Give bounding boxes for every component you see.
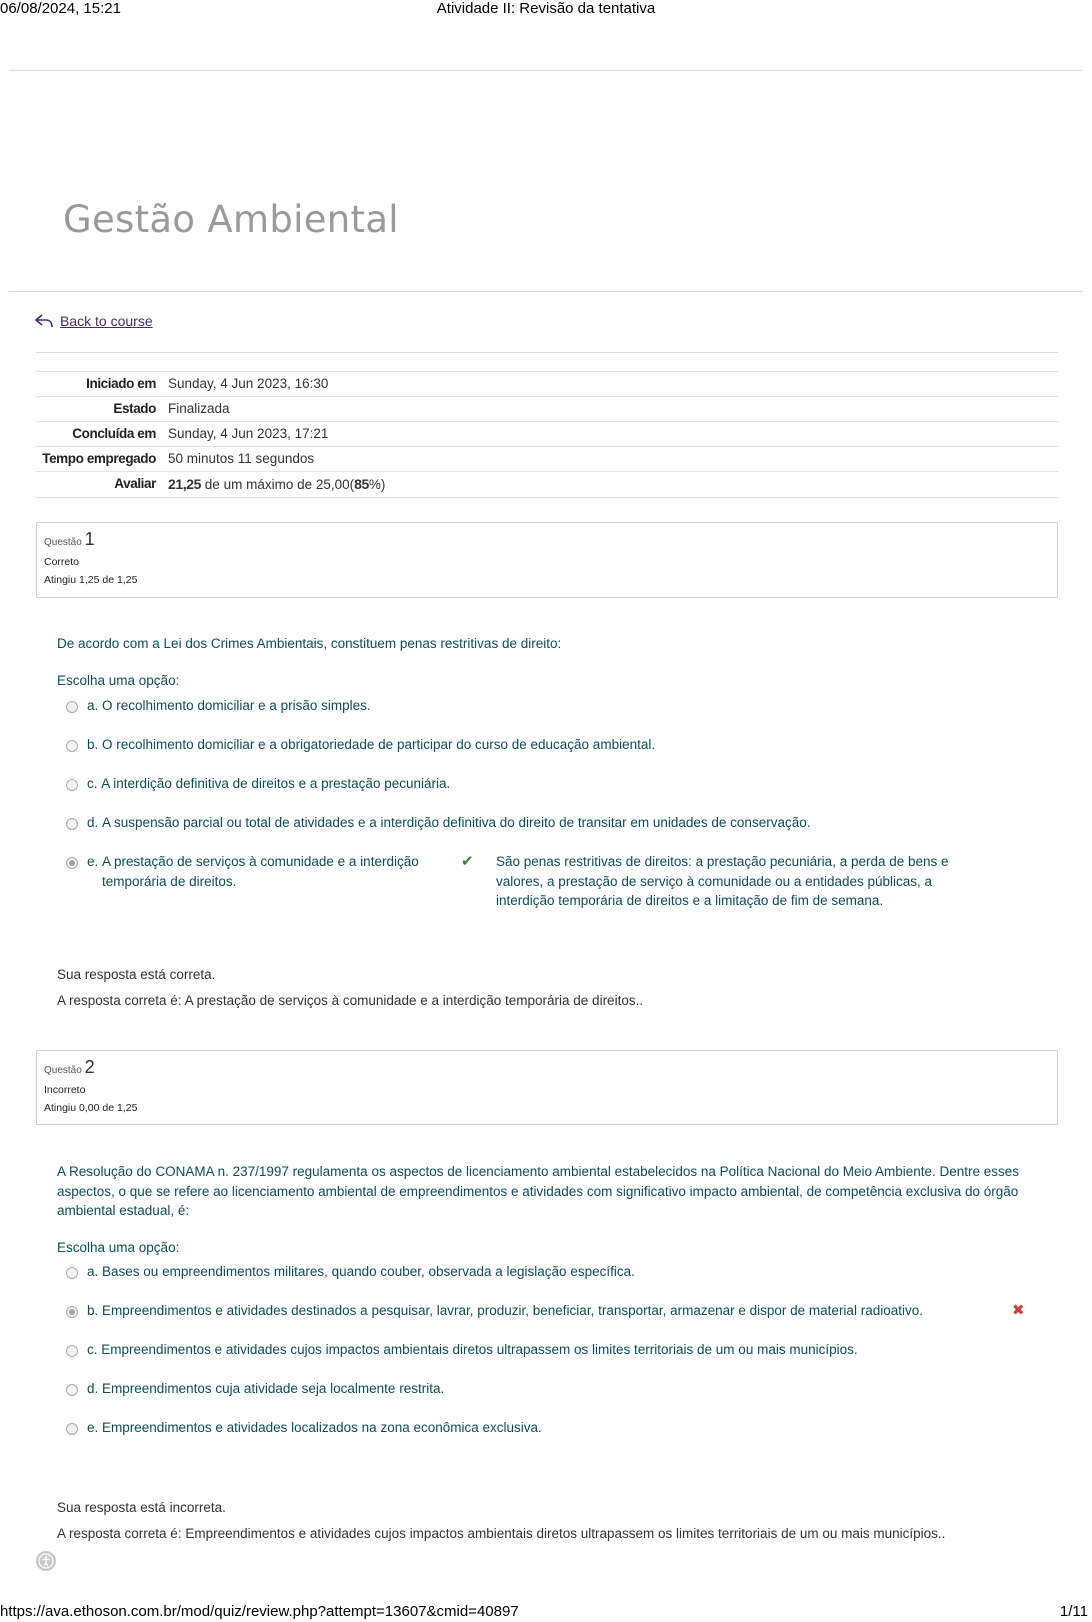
summary-row-started [36,372,1058,397]
question-mark: Atingiu 1,25 de 1,25 [44,574,138,586]
summary-row-time [36,447,1058,472]
question-text-2: A Resolução do CONAMA n. 237/1997 regulamenta os aspectos de licenciamento ambiental estabelecidos na Política Nacional do Meio Ambiente. Dentre esses aspectos, o que se refere ao licenciamento ambiental de empreendimentos e atividades com significativo impacto ambiental, de competência exclusiva do órgão ambiental estadual, é: [57,1164,1020,1218]
cross-icon: ✖ [1012,1302,1025,1319]
divider [9,70,1083,71]
grade-text: de um máximo de 25,00( [201,477,355,492]
summary-row-state [36,397,1058,422]
time-value: 50 minutos 11 segundos [162,447,1058,472]
question-number: Questão 1 [44,529,95,549]
option-1a[interactable]: a. O recolhimento domiciliar e a prisão simples. [66,696,371,716]
question-mark: Atingiu 0,00 de 1,25 [44,1102,138,1114]
radio-button[interactable] [66,779,78,791]
attempt-summary-table [36,371,1058,498]
option-1e[interactable]: e. A prestação de serviços à comunidade e a interdição temporária de direitos. [66,852,446,891]
print-page-count: 1/11 [1059,1603,1088,1620]
state-value: Finalizada [162,397,1058,422]
option-2b[interactable]: b. Empreendimentos e atividades destinados a pesquisar, lavrar, produzir, beneficiar, transportar, armazenar e dispor de material radioativo. [66,1301,923,1321]
question-info-2 [36,1050,1058,1125]
question-text-1: De acordo com a Lei dos Crimes Ambientais, constituem penas restritivas de direito: [57,636,562,651]
started-label: Iniciado em [36,372,162,397]
radio-button[interactable] [66,1384,78,1396]
radio-button[interactable] [66,818,78,830]
correct-answer-1: A resposta correta é: A prestação de serviços à comunidade e a interdição temporária de direitos.. [57,993,644,1008]
question-status: Incorreto [44,1084,86,1096]
result-text-1: Sua resposta está correta. [57,967,216,982]
question-number: Questão 2 [44,1057,95,1077]
question-info-1 [36,522,1058,598]
radio-button-selected[interactable] [66,1306,78,1318]
check-icon: ✔ [461,853,474,870]
time-label: Tempo empregado [36,447,162,472]
radio-button[interactable] [66,1345,78,1357]
grade-percent: 85 [354,476,369,492]
state-label: Estado [36,397,162,422]
divider [9,291,1083,292]
grade-percent-suffix: %) [368,477,386,492]
radio-button[interactable] [66,1267,78,1279]
reply-arrow-icon [34,312,54,330]
radio-button[interactable] [66,1423,78,1435]
option-2c[interactable]: c. Empreendimentos e atividades cujos impactos ambientais diretos ultrapassem os limites territoriais de um ou mais municípios. [66,1340,858,1360]
summary-row-completed [36,422,1058,447]
option-1d[interactable]: d. A suspensão parcial ou total de atividades e a interdição definitiva do direito de transitar em unidades de conservação. [66,813,810,833]
back-to-course-label: Back to course [60,313,153,329]
course-title: Gestão Ambiental [63,198,399,241]
grade-label: Avaliar [36,472,162,498]
option-2e[interactable]: e. Empreendimentos e atividades localizados na zona econômica exclusiva. [66,1418,542,1438]
option-2a[interactable]: a. Bases ou empreendimentos militares, quando couber, observada a legislação específica. [66,1262,635,1282]
choose-prompt-2: Escolha uma opção: [57,1240,180,1255]
summary-row-grade [36,472,1058,498]
completed-label: Concluída em [36,422,162,447]
back-to-course-link[interactable] [34,312,153,330]
option-feedback-1e: São penas restritivas de direitos: a prestação pecuniária, a perda de bens e valores, a prestação de serviço à comunidade ou a entidades públicas, a interdição temporária de direitos e a limitação de fim de semana. [496,854,949,908]
radio-button-selected[interactable] [66,857,78,869]
grade-score: 21,25 [168,476,202,492]
choose-prompt-1: Escolha uma opção: [57,673,180,688]
option-1c[interactable]: c. A interdição definitiva de direitos e a prestação pecuniária. [66,774,450,794]
option-1b[interactable]: b. O recolhimento domiciliar e a obrigatoriedade de participar do curso de educação ambiental. [66,735,655,755]
grade-value [162,472,1058,498]
completed-value: Sunday, 4 Jun 2023, 17:21 [162,422,1058,447]
correct-answer-2: A resposta correta é: Empreendimentos e atividades cujos impactos ambientais diretos ultrapassem os limites territoriais de um ou mais municípios.. [57,1526,946,1541]
question-status: Correto [44,556,80,568]
radio-button[interactable] [66,701,78,713]
accessibility-icon[interactable] [36,1551,56,1571]
print-datetime: 06/08/2024, 15:21 [0,0,121,17]
radio-button[interactable] [66,740,78,752]
print-footer [0,1600,1092,1622]
result-text-2: Sua resposta está incorreta. [57,1500,226,1515]
option-2d[interactable]: d. Empreendimentos cuja atividade seja localmente restrita. [66,1379,444,1399]
started-value: Sunday, 4 Jun 2023, 16:30 [162,372,1058,397]
print-doc-title: Atividade II: Revisão da tentativa [436,0,656,17]
print-header [0,0,1092,20]
divider [36,352,1058,353]
print-url: https://ava.ethoson.com.br/mod/quiz/review.php?attempt=13607&cmid=40897 [0,1603,519,1620]
